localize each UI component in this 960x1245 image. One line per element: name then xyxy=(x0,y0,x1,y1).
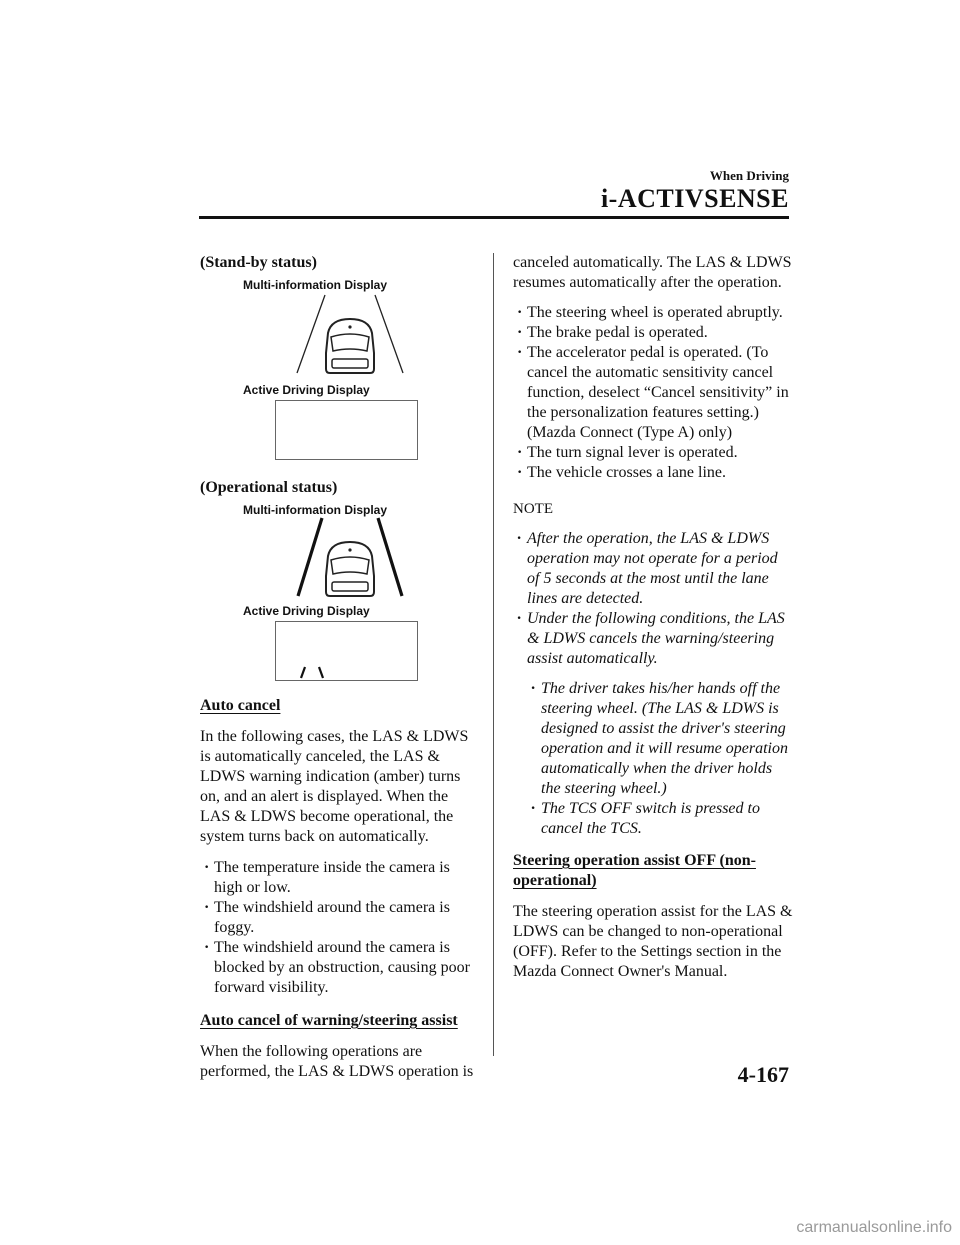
list-item: · The TCS OFF switch is pressed to cancel the TCS. xyxy=(527,799,793,839)
operations-list xyxy=(513,303,793,483)
list-item: · After the operation, the LAS & LDWS operation may not operate for a period of 5 seconds at the most until the lane lines are detected. xyxy=(513,529,793,609)
operational-ad-label: Active Driving Display xyxy=(243,604,370,618)
ad-lane-marks-icon xyxy=(296,664,336,680)
operational-mid-label: Multi-information Display xyxy=(243,503,387,517)
standby-figure xyxy=(200,273,480,465)
list-item: · The windshield around the camera is foggy. xyxy=(200,898,480,938)
auto-cancel-warning-heading: Auto cancel of warning/steering assist xyxy=(200,1012,458,1029)
list-item: · The vehicle crosses a lane line. xyxy=(513,463,793,483)
list-item: · The turn signal lever is operated. xyxy=(513,443,793,463)
note-list xyxy=(513,529,793,669)
list-item: · The driver takes his/her hands off the steering wheel. (The LAS & LDWS is designed to assist the driver's steering operation and it will resume operation automatically when the driver holds the steering wheel.) xyxy=(527,679,793,799)
operational-ad-screen xyxy=(275,621,418,681)
auto-cancel-warning-body: When the following operations are performed, the LAS & LDWS operation is xyxy=(200,1043,474,1080)
list-item: · The windshield around the camera is blocked by an obstruction, causing poor forward visibility. xyxy=(200,938,480,998)
column-divider xyxy=(493,253,494,1056)
header-rule xyxy=(199,216,789,219)
page-number: 4-167 xyxy=(737,1062,789,1087)
list-item: · Under the following conditions, the LAS & LDWS cancels the warning/steering assist automatically. xyxy=(513,609,793,669)
list-item: · The accelerator pedal is operated. (To cancel the automatic sensitivity cancel function, deselect “Cancel sensitivity” in the personalization features setting.) (Mazda Connect (Type A) only) xyxy=(513,343,793,443)
left-column xyxy=(200,253,480,1082)
operational-car-lanes-icon xyxy=(290,516,410,600)
note-title: NOTE xyxy=(513,501,553,517)
note-sublist xyxy=(513,679,793,839)
auto-cancel-heading: Auto cancel xyxy=(200,697,281,714)
standby-title: (Stand-by status) xyxy=(200,254,317,271)
standby-mid-label: Multi-information Display xyxy=(243,278,387,292)
chapter-title: i-ACTIVSENSE xyxy=(600,184,789,213)
standby-car-lanes-icon xyxy=(290,293,410,377)
list-item: · The steering wheel is operated abruptly. xyxy=(513,303,793,323)
auto-cancel-body: In the following cases, the LAS & LDWS is automatically canceled, the LAS & LDWS warning indication (amber) turns on, and an alert is displayed. When the LAS & LDWS become operational, the system turns back on automatically. xyxy=(200,728,469,845)
steering-off-body: The steering operation assist for the LAS & LDWS can be changed to non-operational (OFF). Refer to the Settings section in the Mazda Connect Owner's Manual. xyxy=(513,903,793,980)
auto-cancel-list xyxy=(200,858,480,998)
footer-watermark: carmanualsonline.info xyxy=(796,1219,952,1236)
operational-title: (Operational status) xyxy=(200,479,338,496)
continued-text: canceled automatically. The LAS & LDWS resumes automatically after the operation. xyxy=(513,254,792,291)
list-item: · The temperature inside the camera is high or low. xyxy=(200,858,480,898)
standby-ad-label: Active Driving Display xyxy=(243,383,370,397)
operational-figure xyxy=(200,498,480,690)
steering-off-heading: Steering operation assist OFF (non-operational) xyxy=(513,852,756,889)
list-item: · The brake pedal is operated. xyxy=(513,323,793,343)
standby-ad-screen xyxy=(275,400,418,460)
section-title: When Driving xyxy=(709,168,789,183)
right-column xyxy=(513,253,793,982)
